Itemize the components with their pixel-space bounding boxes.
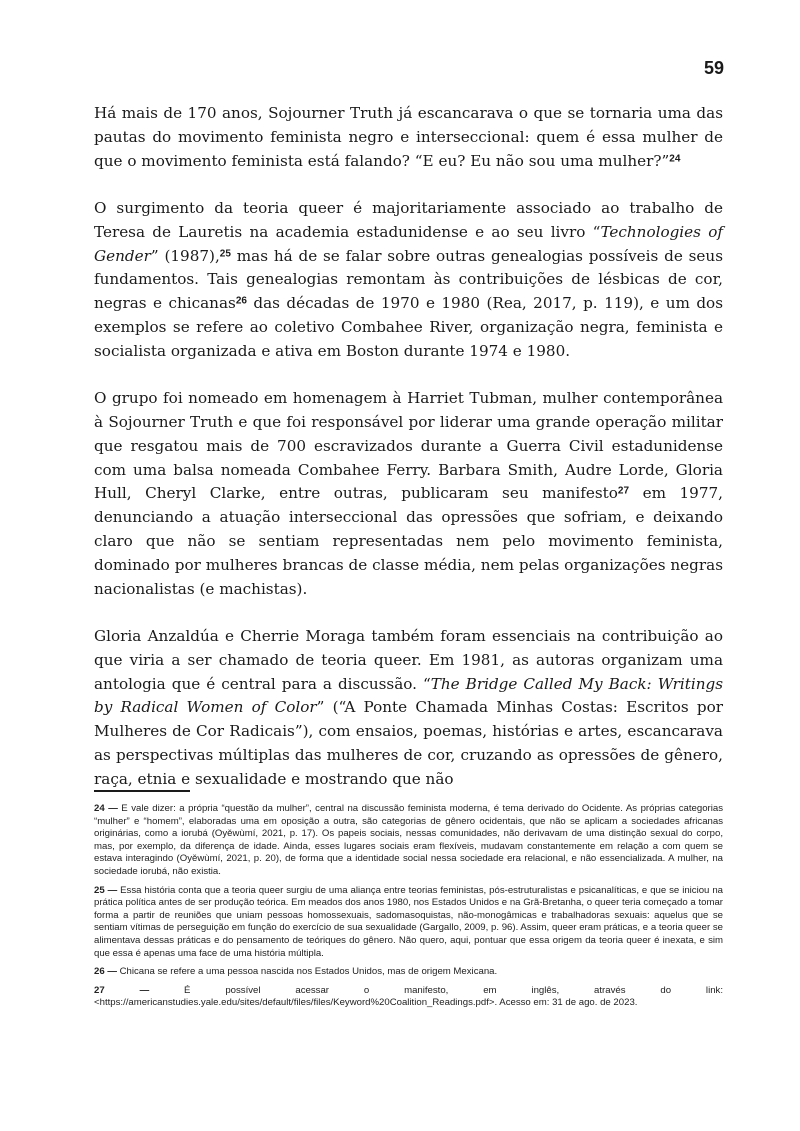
page-number: 59 [703,58,724,78]
footnote-25 [94,885,723,961]
main-text [94,102,723,815]
paragraph-text: Gloria Anzaldúa e Cherrie Moraga também foram essenciais na contribuição ao que viria a ser chamado de teoria queer. Em 1981, as autoras organizam uma antologia que é central para a discussão. “ [94,626,723,693]
paragraph-text: das décadas de 1970 e 1980 (Rea, 2017, p. 119), e um dos exemplos se refere ao coletivo Combahee River, organização negra, feminista e socialista organizada e ativa em Boston durante 1974 e 1980. [94,294,723,360]
footnote-text[interactable]: É possível acessar o manifesto, em inglês, através do link: <https://americanstudies.yale.edu/sites/default/files/files/Keyword%20Coalition_Readings.pdf>. Acesso em: 31 de ago. de 2023. [94,984,723,1009]
footnote-24 [94,803,723,879]
footnote-26 [94,966,723,979]
paragraph-2 [94,197,723,364]
footnote-27 [94,985,723,1010]
paragraph-1 [94,102,723,173]
footnote-number: 25 [94,884,105,896]
footnote-dash: — [107,966,117,978]
paragraph-text: mas há de se falar sobre outras genealogias possíveis de seus fundamentos. Tais genealogias remontam às contribuições de lésbicas de cor, negras e chicanas [94,246,723,313]
footnote-ref-27[interactable]: 27 [617,485,630,497]
paragraph-4 [94,625,723,792]
footnote-number: 26 [94,966,105,978]
paragraph-text: O surgimento da teoria queer é majoritariamente associado ao trabalho de Teresa de Lauretis na academia estadunidense e ao seu livro “ [94,198,723,241]
footnote-ref-26[interactable]: 26 [235,295,247,307]
paragraph-text: ” (1987), [150,246,220,265]
footnotes [94,803,723,1016]
paragraph-text: em 1977, denunciando a atuação interseccional das opressões que sofriam, e deixando claro que não se sentiam representadas nem pelo movimento feminista, dominado por mulheres brancas de classe média, nem pelas organizações negras nacionalistas (e machistas). [94,484,723,598]
footnote-number: 27 [94,984,105,996]
paragraph-3 [94,387,723,601]
footnote-ref-24[interactable]: 24 [669,153,681,165]
paragraph-text: O grupo foi nomeado em homenagem à Harriet Tubman, mulher contemporânea à Sojourner Truth e que foi responsável por liderar uma grande operação militar que resgatou mais de 700 escravizados durante a Guerra Civil estadunidense com uma balsa nomeada Combahee Ferry. Barbara Smith, Audre Lorde, Gloria Hull, Cheryl Clarke, entre outras, publicaram seu manifesto [94,389,723,503]
footnote-text: Chicana se refere a uma pessoa nascida nos Estados Unidos, mas de origem Mexicana. [119,966,498,978]
paragraph-text: ” (“A Ponte Chamada Minhas Costas: Escritos por Mulheres de Cor Radicais”), com ensaios, poemas, histórias e artes, escancarava as perspectivas múltiplas das mulheres de cor, cruzando as opressões de gênero, raça, etnia e sexualidade e mostrando que não [94,698,723,788]
footnote-divider [94,790,190,792]
footnote-dash: — [108,803,118,814]
paragraph-text: Há mais de 170 anos, Sojourner Truth já escancarava o que se tornaria uma das pautas do movimento feminista negro e interseccional: quem é essa mulher de que o movimento feminista está falando? “E eu? Eu não sou uma mulher?” [94,104,723,170]
book-title: Technologies of Gender [94,222,723,265]
footnote-dash: — [107,884,118,896]
book-title: The Bridge Called My Back: Writings by Radical Women of Color [94,674,723,717]
footnote-text: Essa história conta que a teoria queer surgiu de uma aliança entre teorias feministas, pós-estruturalistas e psicanalíticas, e que se iniciou na prática política antes de ser produção teórica. Em meados dos anos 1980, nos Estados Unidos e na Grã-Bretanha, o queer teria começado a tomar forma a partir de reuniões que uniam pessoas homossexuais, sadomasoquistas, não-monogâmicas e trabalhadoras sexuais: aquelus que se sentiam vítimas de perseguição em função do exercício de sua sexualidade (Gargallo, 2009, p. 96). Assim, queer eram práticas, e a teoria queer se alimentava dessas práticas e do pensamento de teóriques do gênero. Não quero, aqui, pontuar que essa origem da teoria queer é inexata, e sim que essa é apenas uma face de uma história múltipla. [94,884,723,959]
footnote-text: E vale dizer: a própria “questão da mulher”, central na discussão feminista moderna, é tema derivado do Ocidente. As próprias categorias “mulher” e “homem”, elaboradas uma em oposição a outra, são categorias de gênero ocidentais, que não se aplicam a sociedades africanas originárias, como a iorubá (Oyěwùmí, 2021, p. 17). Os papeis sociais, nessas comunidades, não derivavam de uma distinção sexual do corpo, mas, por exemplo, da diferença de idade. Ainda, esses lugares sociais eram flexíveis, mudavam constantemente em relação a com quem se estava interagindo (Oyěwùmí, 2021, p. 20), de forma que a identidade social nessa sociedade era relacional, e não essencializada. A mulher, na sociedade iorubá, não existia. [94,803,724,877]
footnote-ref-25[interactable]: 25 [219,248,231,260]
footnote-dash: — [139,984,150,996]
footnote-number: 24 [94,803,105,814]
